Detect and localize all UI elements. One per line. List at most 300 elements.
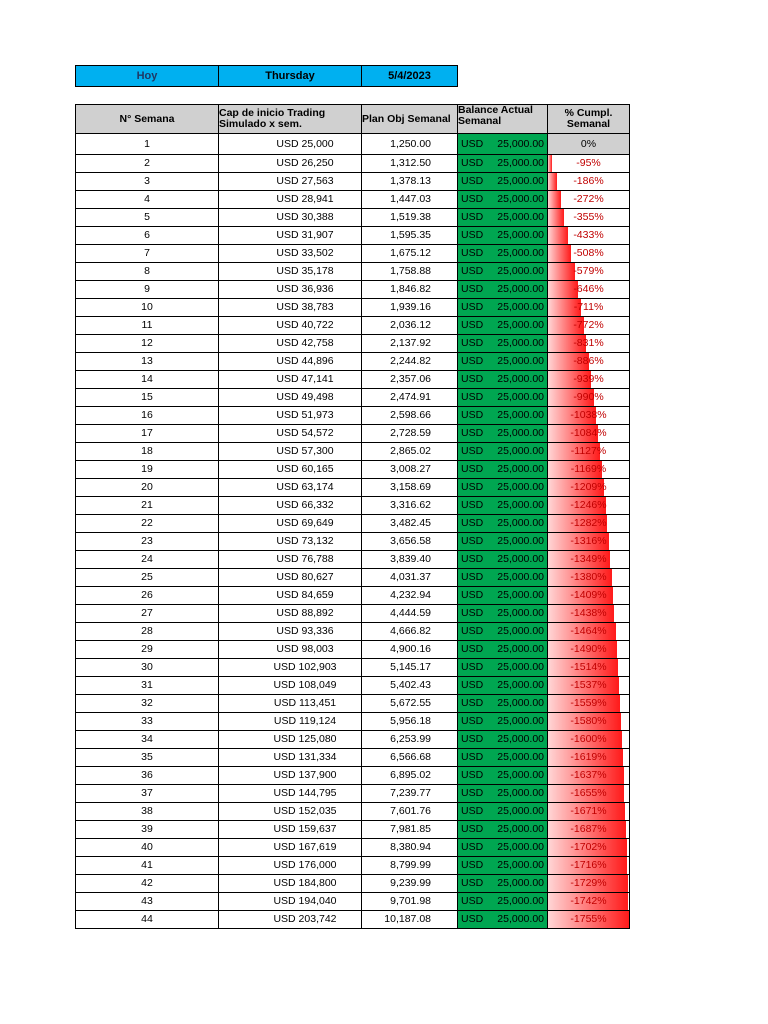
plan-cell: 3,316.62 [362, 497, 458, 515]
plan-cell: 8,380.94 [362, 839, 458, 857]
pct-value: -1600% [570, 733, 607, 745]
table-row [76, 479, 630, 497]
balance-amount: 25,000.00 [497, 175, 544, 187]
balance-cell [458, 857, 548, 875]
balance-currency: USD [461, 625, 484, 637]
cap-cell: USD 57,300 [219, 443, 362, 461]
plan-cell: 3,839.40 [362, 551, 458, 569]
balance-cell [458, 515, 548, 533]
pct-value: -95% [576, 157, 601, 169]
table-row [76, 263, 630, 281]
pct-cell [548, 641, 630, 659]
table-row [76, 911, 630, 929]
pct-databar [548, 173, 557, 190]
pct-cell [548, 479, 630, 497]
balance-currency: USD [461, 679, 484, 691]
pct-value: -579% [573, 265, 604, 277]
pct-value: -1514% [570, 661, 607, 673]
cap-cell: USD 93,336 [219, 623, 362, 641]
balance-cell [458, 569, 548, 587]
balance-amount: 25,000.00 [497, 589, 544, 601]
balance-cell [458, 407, 548, 425]
plan-cell: 3,482.45 [362, 515, 458, 533]
cap-cell: USD 137,900 [219, 767, 362, 785]
pct-cell [548, 623, 630, 641]
week-cell: 36 [76, 767, 219, 785]
balance-currency: USD [461, 211, 484, 223]
balance-currency: USD [461, 427, 484, 439]
pct-databar [548, 263, 575, 280]
balance-currency: USD [461, 193, 484, 205]
pct-cell [548, 803, 630, 821]
cap-cell: USD 184,800 [219, 875, 362, 893]
plan-cell: 7,601.76 [362, 803, 458, 821]
balance-cell [458, 803, 548, 821]
cap-cell: USD 144,795 [219, 785, 362, 803]
balance-amount: 25,000.00 [497, 769, 544, 781]
plan-cell: 9,701.98 [362, 893, 458, 911]
balance-amount: 25,000.00 [497, 625, 544, 637]
table-row [76, 659, 630, 677]
plan-cell: 5,145.17 [362, 659, 458, 677]
balance-amount: 25,000.00 [497, 751, 544, 763]
balance-currency: USD [461, 607, 484, 619]
balance-cell [458, 263, 548, 281]
table-row [76, 551, 630, 569]
pct-value: -831% [573, 337, 604, 349]
balance-cell [458, 227, 548, 245]
balance-amount: 25,000.00 [497, 499, 544, 511]
plan-cell: 6,566.68 [362, 749, 458, 767]
cap-cell: USD 51,973 [219, 407, 362, 425]
pct-value: -1755% [570, 913, 607, 925]
table-row [76, 641, 630, 659]
balance-amount: 25,000.00 [497, 301, 544, 313]
week-cell: 17 [76, 425, 219, 443]
week-cell: 27 [76, 605, 219, 623]
week-cell: 20 [76, 479, 219, 497]
balance-cell [458, 623, 548, 641]
balance-currency: USD [461, 715, 484, 727]
pct-value: -433% [573, 229, 604, 241]
balance-amount: 25,000.00 [497, 265, 544, 277]
pct-cell [548, 677, 630, 695]
pct-cell [548, 335, 630, 353]
table-header-row [76, 105, 630, 134]
pct-value: -1671% [570, 805, 607, 817]
week-cell: 32 [76, 695, 219, 713]
balance-cell [458, 389, 548, 407]
plan-cell: 3,008.27 [362, 461, 458, 479]
balance-amount: 25,000.00 [497, 823, 544, 835]
pct-value: -508% [573, 247, 604, 259]
pct-cell [548, 551, 630, 569]
balance-currency: USD [461, 661, 484, 673]
plan-cell: 9,239.99 [362, 875, 458, 893]
table-row [76, 875, 630, 893]
pct-value: -886% [573, 355, 604, 367]
table-row [76, 605, 630, 623]
table-row [76, 515, 630, 533]
balance-amount: 25,000.00 [497, 319, 544, 331]
pct-cell [548, 461, 630, 479]
table-row [76, 731, 630, 749]
balance-amount: 25,000.00 [497, 571, 544, 583]
balance-amount: 25,000.00 [497, 715, 544, 727]
pct-cell [548, 353, 630, 371]
plan-cell: 7,239.77 [362, 785, 458, 803]
balance-amount: 25,000.00 [497, 643, 544, 655]
plan-cell: 1,378.13 [362, 173, 458, 191]
balance-amount: 25,000.00 [497, 283, 544, 295]
table-row [76, 407, 630, 425]
pct-value: -1655% [570, 787, 607, 799]
balance-cell [458, 497, 548, 515]
week-cell: 37 [76, 785, 219, 803]
balance-currency: USD [461, 409, 484, 421]
pct-value: -990% [573, 391, 604, 403]
pct-value: -711% [573, 301, 604, 313]
balance-cell [458, 425, 548, 443]
week-cell: 5 [76, 209, 219, 227]
balance-cell [458, 317, 548, 335]
pct-value: -1742% [570, 895, 607, 907]
week-cell: 44 [76, 911, 219, 929]
balance-currency: USD [461, 355, 484, 367]
pct-value: -1038% [570, 409, 607, 421]
pct-value: -1169% [570, 463, 607, 475]
week-cell: 26 [76, 587, 219, 605]
table-row [76, 299, 630, 317]
balance-amount: 25,000.00 [497, 445, 544, 457]
table-row [76, 371, 630, 389]
pct-cell [548, 767, 630, 785]
pct-cell [548, 389, 630, 407]
plan-cell: 5,956.18 [362, 713, 458, 731]
balance-currency: USD [461, 445, 484, 457]
week-cell: 15 [76, 389, 219, 407]
balance-currency: USD [461, 571, 484, 583]
balance-currency: USD [461, 301, 484, 313]
balance-amount: 25,000.00 [497, 607, 544, 619]
pct-cell [548, 515, 630, 533]
week-cell: 42 [76, 875, 219, 893]
pct-cell [548, 785, 630, 803]
balance-amount: 25,000.00 [497, 859, 544, 871]
balance-cell [458, 695, 548, 713]
pct-databar [548, 209, 564, 226]
table-row [76, 353, 630, 371]
cap-cell: USD 131,334 [219, 749, 362, 767]
balance-cell [458, 134, 548, 155]
cap-cell: USD 49,498 [219, 389, 362, 407]
pct-cell [548, 371, 630, 389]
plan-cell: 1,595.35 [362, 227, 458, 245]
week-cell: 10 [76, 299, 219, 317]
week-cell: 19 [76, 461, 219, 479]
pct-value: 0% [580, 137, 597, 150]
balance-cell [458, 821, 548, 839]
balance-cell [458, 281, 548, 299]
balance-cell [458, 785, 548, 803]
week-cell: 4 [76, 191, 219, 209]
week-cell: 12 [76, 335, 219, 353]
balance-amount: 25,000.00 [497, 733, 544, 745]
pct-value: -1316% [570, 535, 607, 547]
pct-cell [548, 695, 630, 713]
cap-cell: USD 102,903 [219, 659, 362, 677]
plan-cell: 1,312.50 [362, 155, 458, 173]
week-cell: 8 [76, 263, 219, 281]
balance-cell [458, 191, 548, 209]
week-cell: 34 [76, 731, 219, 749]
week-cell: 43 [76, 893, 219, 911]
plan-cell: 4,031.37 [362, 569, 458, 587]
pct-cell [548, 281, 630, 299]
week-cell: 21 [76, 497, 219, 515]
balance-currency: USD [461, 751, 484, 763]
week-cell: 3 [76, 173, 219, 191]
table-row [76, 713, 630, 731]
pct-cell [548, 425, 630, 443]
pct-cell [548, 134, 630, 155]
balance-currency: USD [461, 265, 484, 277]
pct-cell [548, 659, 630, 677]
balance-currency: USD [461, 913, 484, 925]
pct-cell [548, 407, 630, 425]
week-cell: 23 [76, 533, 219, 551]
table-row [76, 425, 630, 443]
cap-cell: USD 69,649 [219, 515, 362, 533]
week-cell: 14 [76, 371, 219, 389]
balance-currency: USD [461, 157, 484, 169]
week-cell: 33 [76, 713, 219, 731]
balance-cell [458, 335, 548, 353]
today-bar [75, 65, 458, 87]
table-row [76, 497, 630, 515]
balance-currency: USD [461, 283, 484, 295]
balance-cell [458, 443, 548, 461]
balance-cell [458, 605, 548, 623]
col-balance: Balance Actual Semanal [458, 105, 548, 134]
cap-cell: USD 203,742 [219, 911, 362, 929]
balance-amount: 25,000.00 [497, 427, 544, 439]
plan-cell: 4,900.16 [362, 641, 458, 659]
plan-cell: 4,666.82 [362, 623, 458, 641]
plan-cell: 1,846.82 [362, 281, 458, 299]
pct-value: -1559% [570, 697, 607, 709]
pct-cell [548, 731, 630, 749]
balance-currency: USD [461, 175, 484, 187]
plan-cell: 2,728.59 [362, 425, 458, 443]
pct-value: -1687% [570, 823, 607, 835]
col-cap: Cap de inicio Trading Simulado x sem. [219, 105, 362, 134]
balance-cell [458, 155, 548, 173]
week-cell: 35 [76, 749, 219, 767]
cap-cell: USD 73,132 [219, 533, 362, 551]
plan-cell: 1,250.00 [362, 134, 458, 155]
plan-cell: 2,598.66 [362, 407, 458, 425]
balance-amount: 25,000.00 [497, 841, 544, 853]
week-cell: 1 [76, 134, 219, 155]
cap-cell: USD 66,332 [219, 497, 362, 515]
cap-cell: USD 25,000 [219, 134, 362, 155]
balance-cell [458, 875, 548, 893]
week-cell: 2 [76, 155, 219, 173]
balance-amount: 25,000.00 [497, 481, 544, 493]
week-cell: 28 [76, 623, 219, 641]
balance-cell [458, 749, 548, 767]
balance-cell [458, 767, 548, 785]
balance-cell [458, 551, 548, 569]
balance-amount: 25,000.00 [497, 913, 544, 925]
balance-amount: 25,000.00 [497, 697, 544, 709]
balance-cell [458, 731, 548, 749]
weekly-plan-table [75, 104, 630, 929]
pct-value: -1490% [570, 643, 607, 655]
balance-currency: USD [461, 337, 484, 349]
table-row [76, 839, 630, 857]
balance-currency: USD [461, 841, 484, 853]
pct-value: -772% [573, 319, 604, 331]
week-cell: 18 [76, 443, 219, 461]
plan-cell: 1,675.12 [362, 245, 458, 263]
week-cell: 11 [76, 317, 219, 335]
week-cell: 31 [76, 677, 219, 695]
pct-databar [548, 191, 561, 208]
balance-currency: USD [461, 137, 484, 150]
pct-cell [548, 497, 630, 515]
balance-currency: USD [461, 787, 484, 799]
table-row [76, 569, 630, 587]
table-row [76, 821, 630, 839]
pct-value: -1637% [570, 769, 607, 781]
table-row [76, 191, 630, 209]
cap-cell: USD 159,637 [219, 821, 362, 839]
balance-cell [458, 713, 548, 731]
balance-amount: 25,000.00 [497, 391, 544, 403]
balance-amount: 25,000.00 [497, 157, 544, 169]
balance-currency: USD [461, 229, 484, 241]
balance-cell [458, 353, 548, 371]
balance-amount: 25,000.00 [497, 553, 544, 565]
cap-cell: USD 119,124 [219, 713, 362, 731]
pct-value: -1537% [570, 679, 607, 691]
week-cell: 41 [76, 857, 219, 875]
week-cell: 9 [76, 281, 219, 299]
cap-cell: USD 194,040 [219, 893, 362, 911]
balance-currency: USD [461, 805, 484, 817]
plan-cell: 5,402.43 [362, 677, 458, 695]
cap-cell: USD 113,451 [219, 695, 362, 713]
pct-value: -1282% [570, 517, 607, 529]
pct-value: -1084% [570, 427, 607, 439]
pct-value: -1209% [570, 481, 607, 493]
plan-cell: 2,137.92 [362, 335, 458, 353]
table-row [76, 749, 630, 767]
pct-cell [548, 587, 630, 605]
plan-cell: 3,656.58 [362, 533, 458, 551]
pct-cell [548, 173, 630, 191]
balance-cell [458, 893, 548, 911]
pct-cell [548, 227, 630, 245]
cap-cell: USD 176,000 [219, 857, 362, 875]
table-row [76, 767, 630, 785]
week-cell: 25 [76, 569, 219, 587]
pct-databar [548, 227, 568, 244]
plan-cell: 10,187.08 [362, 911, 458, 929]
balance-amount: 25,000.00 [497, 247, 544, 259]
cap-cell: USD 76,788 [219, 551, 362, 569]
table-row [76, 443, 630, 461]
table-row [76, 623, 630, 641]
balance-currency: USD [461, 643, 484, 655]
balance-currency: USD [461, 319, 484, 331]
pct-cell [548, 893, 630, 911]
table-row [76, 893, 630, 911]
pct-cell [548, 857, 630, 875]
plan-cell: 6,895.02 [362, 767, 458, 785]
pct-cell [548, 245, 630, 263]
balance-currency: USD [461, 769, 484, 781]
cap-cell: USD 40,722 [219, 317, 362, 335]
cap-cell: USD 33,502 [219, 245, 362, 263]
pct-value: -1619% [570, 751, 607, 763]
week-cell: 16 [76, 407, 219, 425]
pct-cell [548, 821, 630, 839]
pct-cell [548, 713, 630, 731]
pct-cell [548, 605, 630, 623]
cap-cell: USD 88,892 [219, 605, 362, 623]
pct-cell [548, 839, 630, 857]
pct-databar [548, 245, 571, 262]
balance-amount: 25,000.00 [497, 787, 544, 799]
balance-cell [458, 641, 548, 659]
table-row [76, 695, 630, 713]
balance-amount: 25,000.00 [497, 679, 544, 691]
plan-cell: 2,036.12 [362, 317, 458, 335]
cap-cell: USD 26,250 [219, 155, 362, 173]
plan-cell: 2,244.82 [362, 353, 458, 371]
balance-cell [458, 677, 548, 695]
plan-cell: 6,253.99 [362, 731, 458, 749]
table-row [76, 173, 630, 191]
cap-cell: USD 31,907 [219, 227, 362, 245]
week-cell: 39 [76, 821, 219, 839]
plan-cell: 3,158.69 [362, 479, 458, 497]
plan-cell: 4,444.59 [362, 605, 458, 623]
balance-cell [458, 209, 548, 227]
balance-amount: 25,000.00 [497, 211, 544, 223]
balance-currency: USD [461, 517, 484, 529]
pct-cell [548, 911, 630, 929]
pct-cell [548, 299, 630, 317]
cap-cell: USD 63,174 [219, 479, 362, 497]
balance-amount: 25,000.00 [497, 355, 544, 367]
plan-cell: 4,232.94 [362, 587, 458, 605]
table-body [76, 134, 630, 929]
cap-cell: USD 28,941 [219, 191, 362, 209]
pct-cell [548, 749, 630, 767]
table-row [76, 281, 630, 299]
pct-cell [548, 209, 630, 227]
balance-cell [458, 839, 548, 857]
pct-value: -1580% [570, 715, 607, 727]
cap-cell: USD 108,049 [219, 677, 362, 695]
pct-value: -1729% [570, 877, 607, 889]
balance-cell [458, 173, 548, 191]
pct-value: -272% [573, 193, 604, 205]
